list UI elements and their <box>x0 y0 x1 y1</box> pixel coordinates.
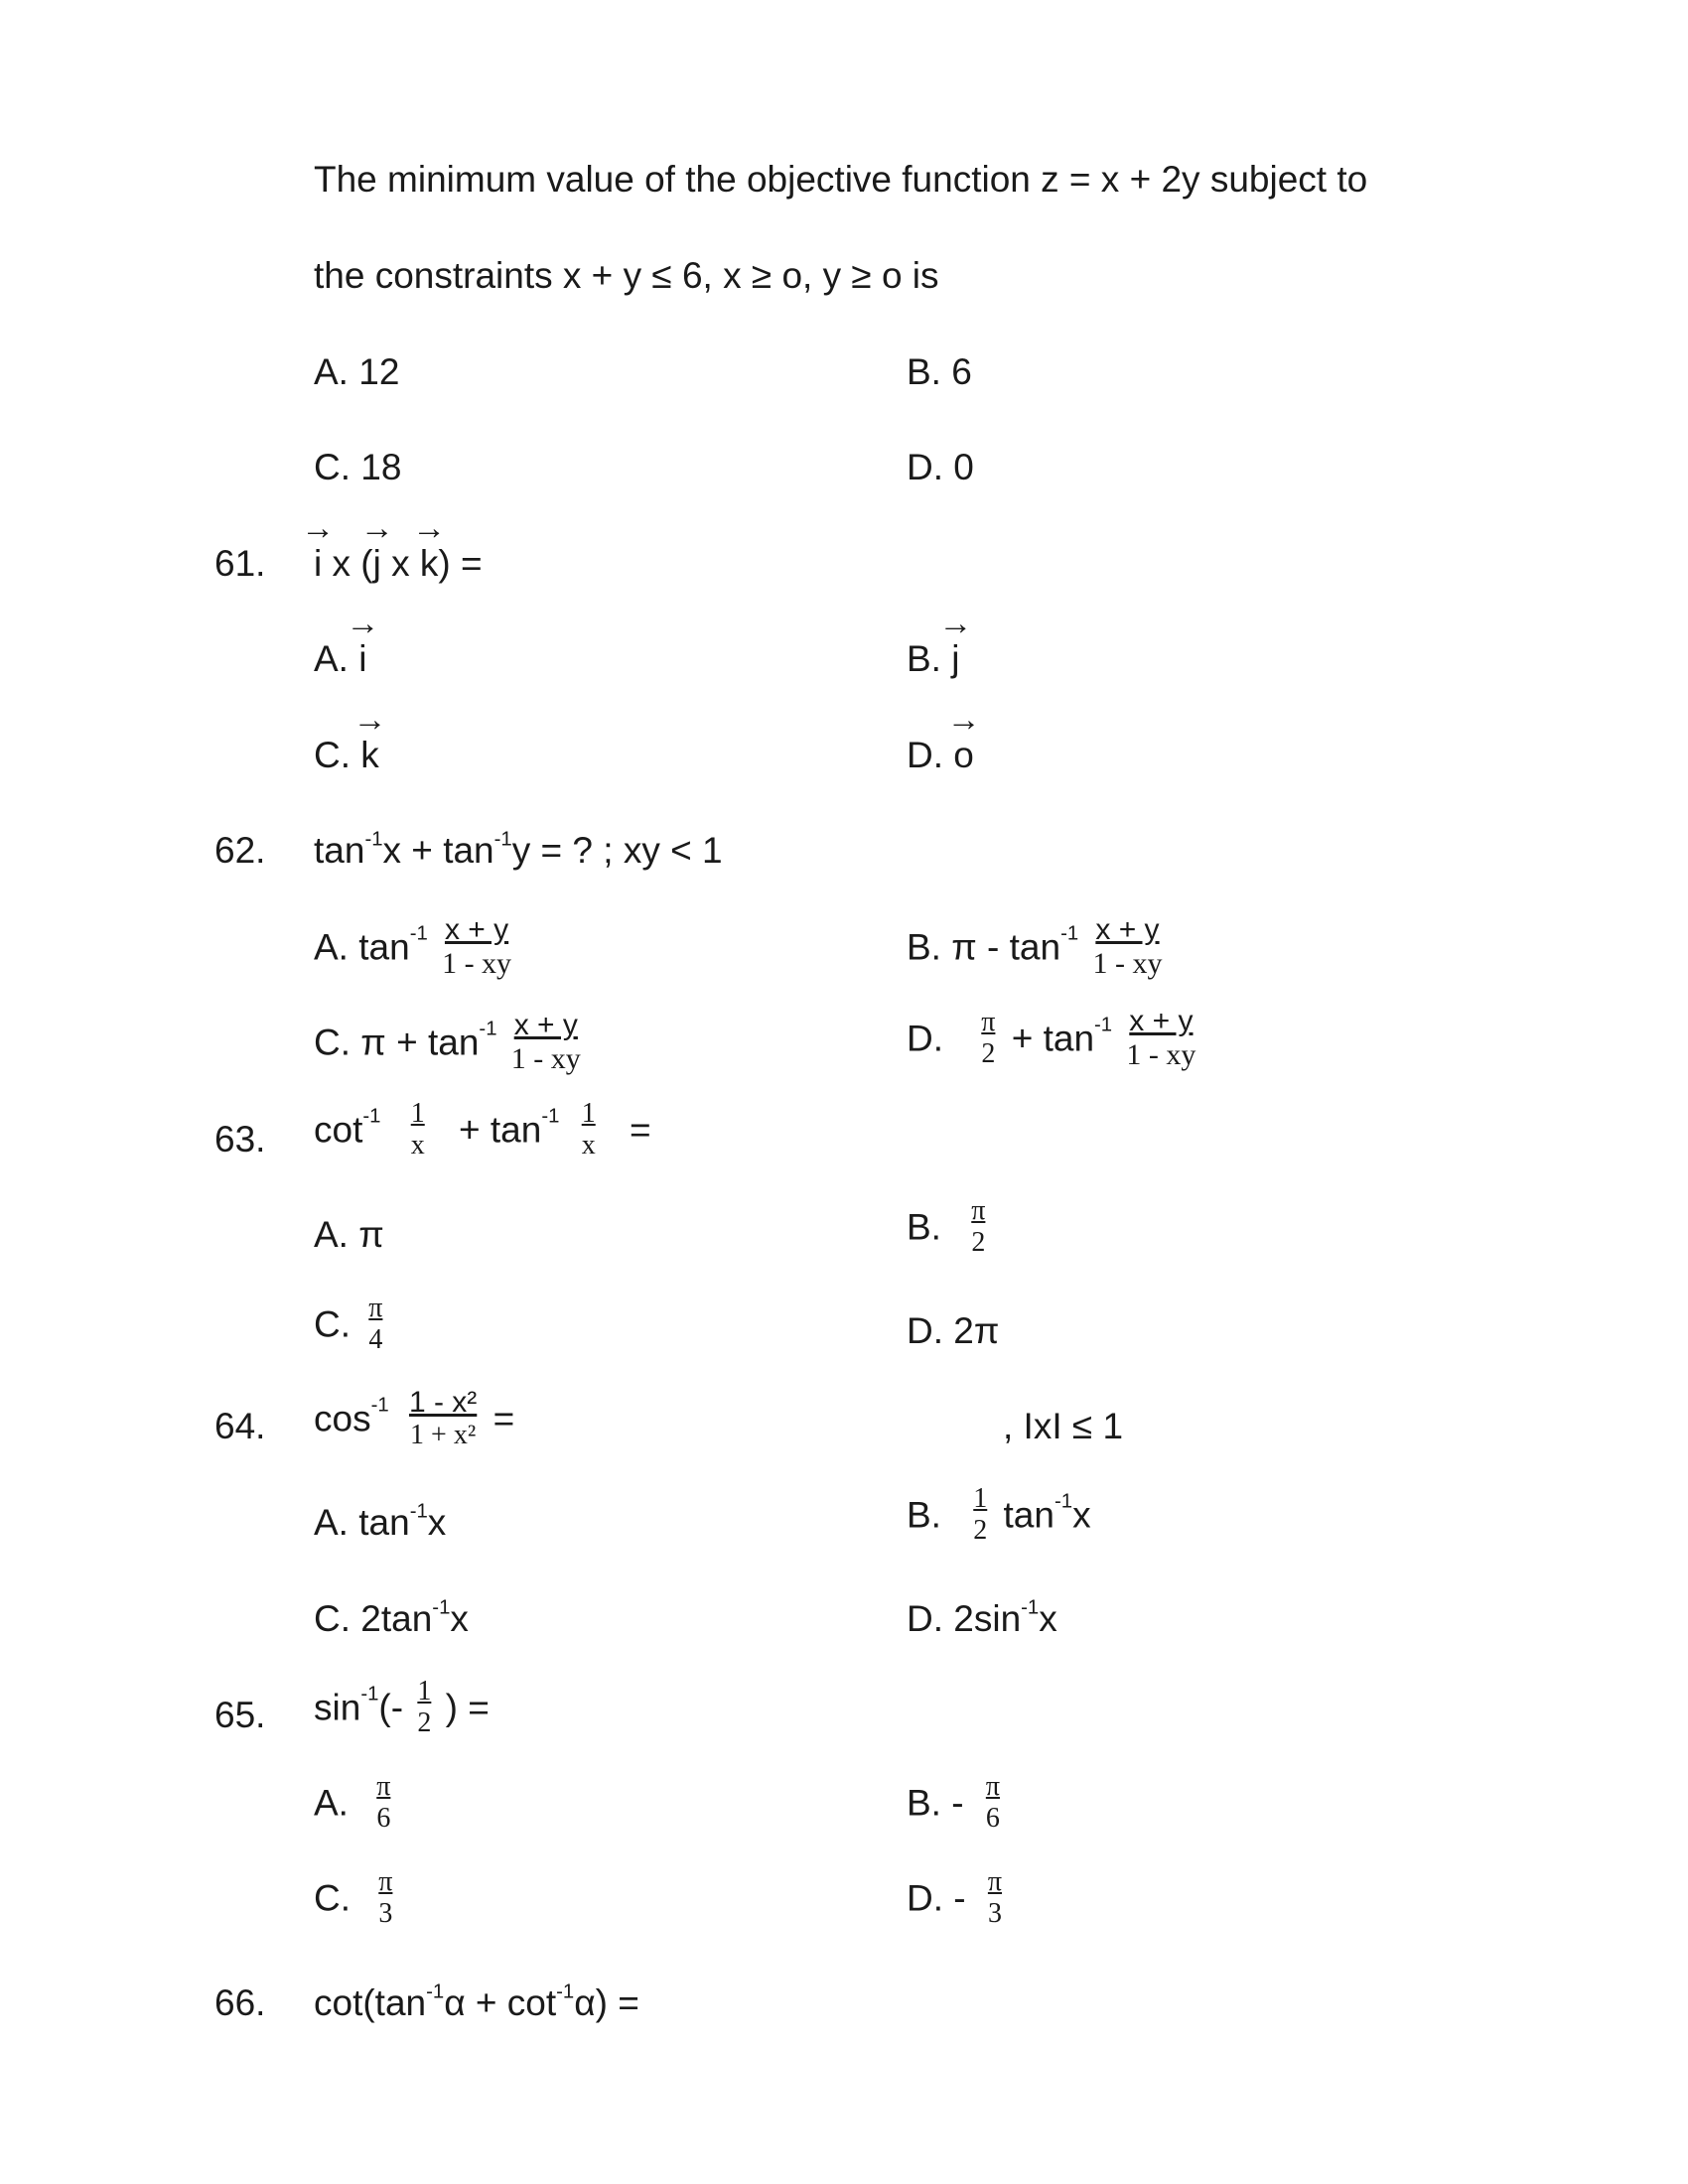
q65-stem: $\sin^{-1}(-$ $\frac{1}{2}$ ) = <box>314 1676 490 1738</box>
q63-stem: $\cot^{-1}$ $\frac{1}{x}$ + $\tan^{-1}$ $\frac{1}{x}$ = <box>314 1098 651 1160</box>
q63-option-b: B. $\frac{\pi}{2}$ <box>907 1195 986 1258</box>
q64-option-b: B. $\frac{1}{2}$ $\tan^{-1}x$ <box>907 1483 1091 1546</box>
q63-option-c: C. $\frac{\pi}{4}$ <box>314 1293 383 1355</box>
q62-option-a: A. $\tan^{-1}$ $\frac{x + y}{1 - xy}$ <box>314 913 512 980</box>
q61-option-d: D. → o <box>907 701 981 775</box>
q61-option-b: B. → j <box>907 605 973 679</box>
q60-option-a: A. 12 <box>314 351 400 392</box>
q62-option-b: B. π - $\tan^{-1}$ $\frac{x + y}{1 - xy}$ <box>907 913 1163 980</box>
q60-option-d: D. 0 <box>907 447 974 487</box>
q65-option-c: C. $\frac{\pi}{3}$ <box>314 1866 393 1929</box>
q64-option-c: C. $2\tan^{-1}x$ <box>314 1596 469 1639</box>
q60-option-b: B. 6 <box>907 351 972 392</box>
q60-stem-line1: The minimum value of the objective function z = x + 2y subject to <box>314 159 1368 200</box>
vector-i: → i <box>301 509 336 584</box>
q64-number: 64. <box>214 1406 266 1446</box>
q60-option-c: C. 18 <box>314 447 402 487</box>
q64-option-d: D. $2\sin^{-1}x$ <box>907 1596 1057 1639</box>
q64-option-a: A. $\tan^{-1}x$ <box>314 1500 447 1543</box>
q64-stem: $\cos^{-1}$ $\frac{\text{1 - x²}}{\text{1 + x²}}$ = <box>314 1386 515 1450</box>
q66-number: 66. <box>214 1982 266 2023</box>
q61-option-c: C. → k <box>314 701 387 775</box>
vector-j: → j <box>359 509 394 584</box>
q62-number: 62. <box>214 830 266 871</box>
q63-option-d: D. 2π <box>907 1310 1000 1351</box>
q63-option-a: A. π <box>314 1214 384 1255</box>
q65-option-a: A. $\frac{\pi}{6}$ <box>314 1771 391 1834</box>
q62-option-c: C. $\pi + \tan^{-1}$ $\frac{x + y}{1 - xy}$ <box>314 1009 581 1075</box>
q66-stem: $\cot(\tan^{-1}\alpha + \cot^{-1}\alpha)$ = <box>314 1980 639 2023</box>
q63-number: 63. <box>214 1119 266 1160</box>
q61-stem: → i x ( → j x → k) = <box>301 509 483 584</box>
q65-option-d: D. - $\frac{\pi}{3}$ <box>907 1866 1003 1929</box>
q60-stem-line2: the constraints x + y ≤ 6, x ≥ o, y ≥ o is <box>314 255 939 296</box>
q61-option-a: A. → i <box>314 605 380 679</box>
q65-option-b: B. - $\frac{\pi}{6}$ <box>907 1771 1000 1834</box>
q61-number: 61. <box>214 543 266 584</box>
q62-option-d: D. $\frac{\pi}{2}$ + $\tan^{-1}$ $\frac{x + y}{1 - xy}$ <box>907 1005 1196 1071</box>
vector-k: → k <box>412 509 447 584</box>
q64-condition: , IxI ≤ 1 <box>1003 1406 1124 1446</box>
q62-stem: $\tan^{-1}x + \tan^{-1}y$ = ? ; xy < 1 <box>314 828 723 871</box>
q65-number: 65. <box>214 1695 266 1735</box>
